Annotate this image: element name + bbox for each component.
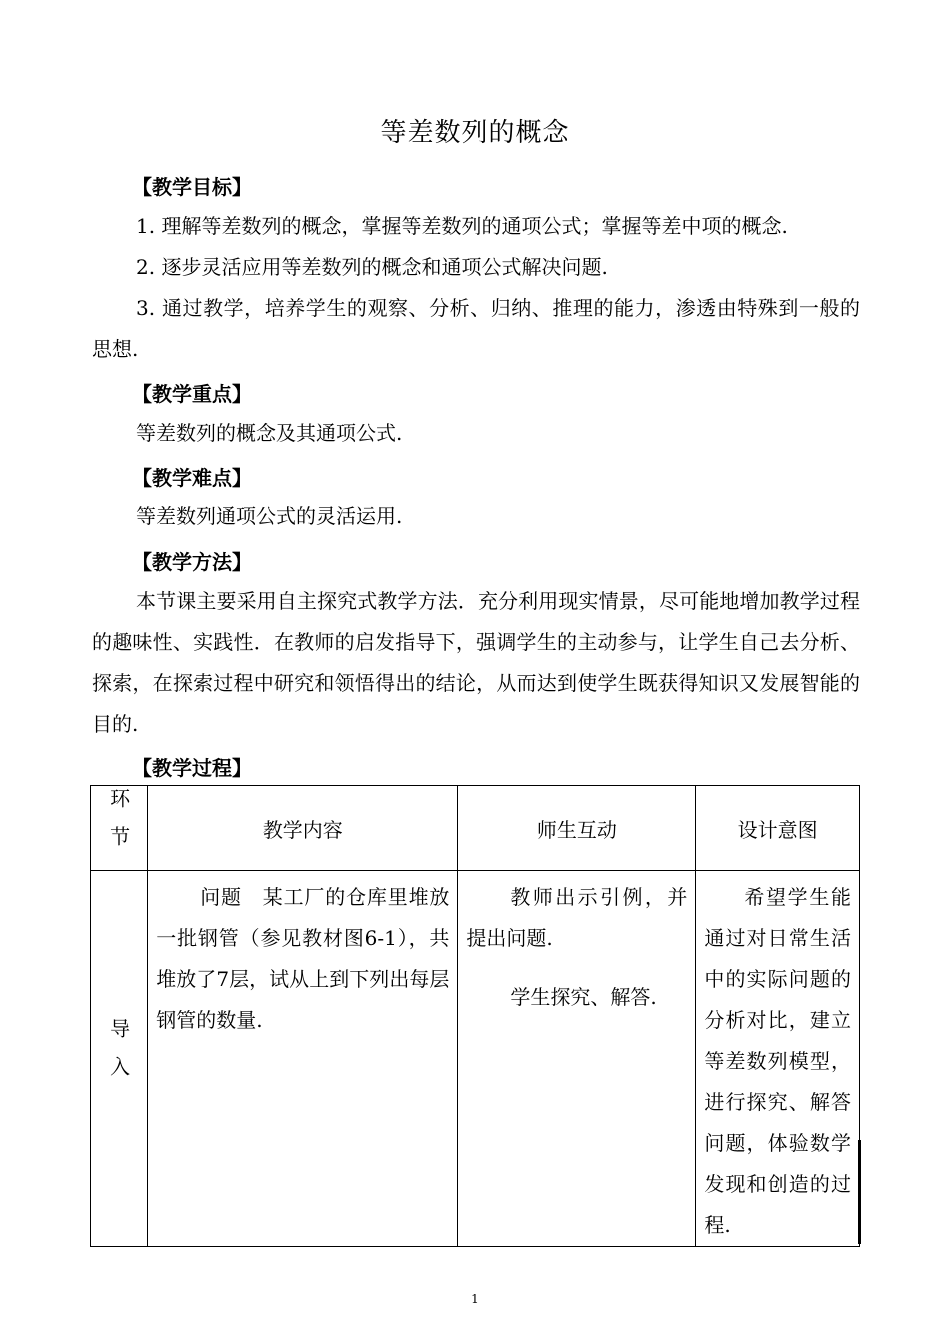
difficulty-text: 等差数列通项公式的灵活运用. — [136, 504, 403, 528]
header-interaction: 师生互动 — [458, 786, 696, 871]
key-heading: 【教学重点】 — [132, 382, 252, 406]
page-number: 1 — [471, 1292, 479, 1306]
interaction-teacher: 教师出示引例，并提出问题. — [466, 885, 688, 950]
table-header-row — [91, 786, 860, 871]
objectives-heading: 【教学目标】 — [132, 175, 252, 199]
design-cell: 希望学生能通过对日常生活中的实际问题的分析对比，建立等差数列模型，进行探究、解答问题，体验数学发现和创造的过程. — [696, 871, 860, 1247]
stage-cell: 导入 — [91, 871, 148, 1247]
objective-3: 3. 通过教学，培养学生的观察、分析、归纳、推理的能力，渗透由特殊到一般的思想. — [92, 296, 860, 361]
header-stage: 环节 — [91, 786, 148, 871]
key-text: 等差数列的概念及其通项公式. — [136, 421, 403, 445]
table-row — [91, 871, 860, 1247]
method-text: 本节课主要采用自主探究式教学方法．充分利用现实情景，尽可能地增加教学过程的趣味性、实践性．在教师的启发指导下，强调学生的主动参与，让学生自己去分析、探索，在探索过程中研究和领悟得出的结论，从而达到使学生既获得知识又发展智能的目的. — [92, 589, 860, 736]
header-design: 设计意图 — [696, 786, 860, 871]
objective-1: 1. 理解等差数列的概念，掌握等差数列的通项公式；掌握等差中项的概念. — [136, 214, 788, 238]
header-content: 教学内容 — [148, 786, 458, 871]
interaction-student: 学生探究、解答. — [510, 985, 657, 1009]
page-title: 等差数列的概念 — [380, 118, 570, 148]
teaching-process-table — [90, 785, 860, 1247]
interaction-cell — [458, 871, 696, 1247]
process-heading: 【教学过程】 — [132, 756, 252, 780]
content-cell: 问题 某工厂的仓库里堆放一批钢管（参见教材图6-1），共堆放了7层，试从上到下列出每层钢管的数量. — [148, 871, 458, 1247]
table-right-rule — [858, 1140, 861, 1244]
difficulty-heading: 【教学难点】 — [132, 466, 252, 490]
objective-2: 2. 逐步灵活应用等差数列的概念和通项公式解决问题. — [136, 255, 608, 279]
method-heading: 【教学方法】 — [132, 550, 252, 574]
